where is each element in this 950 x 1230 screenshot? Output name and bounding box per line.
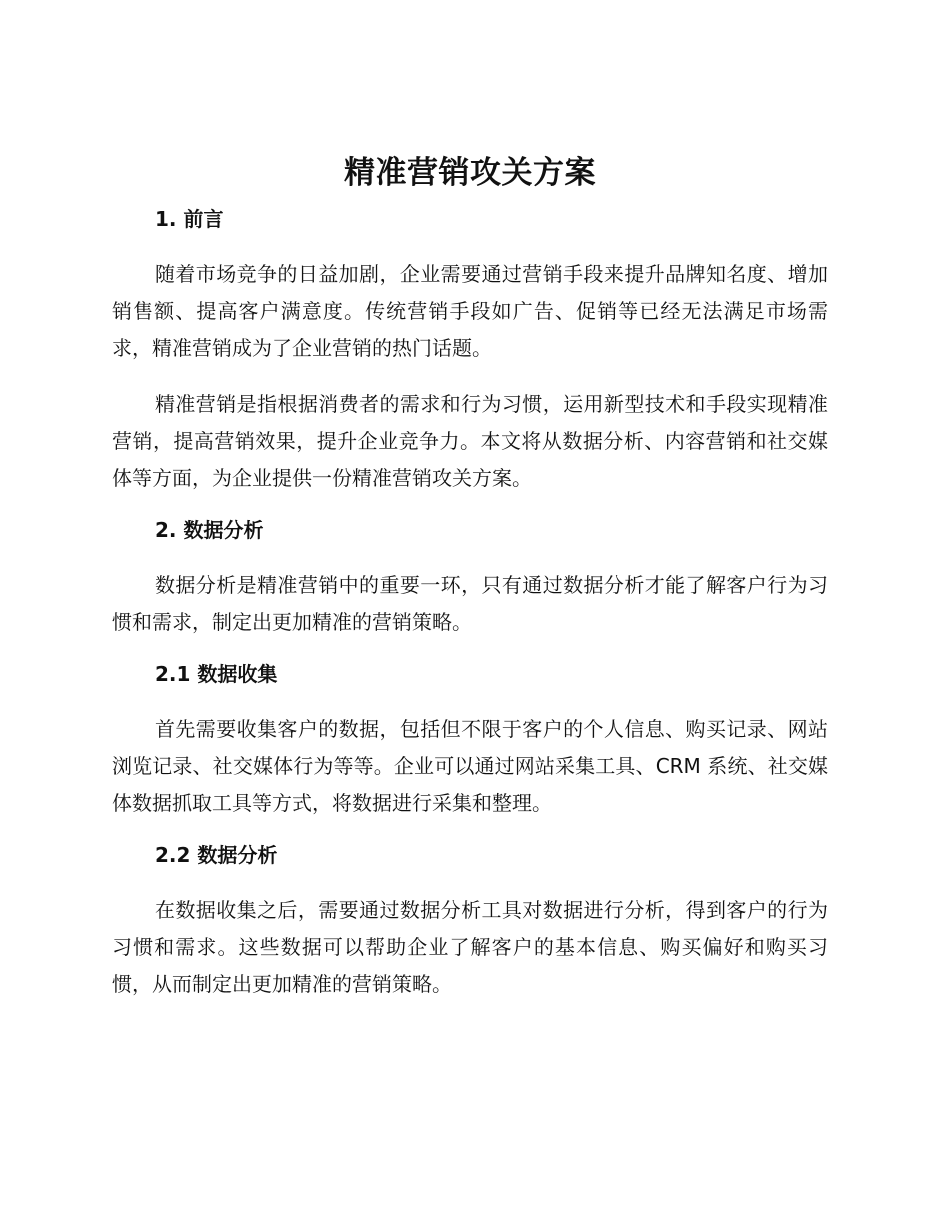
paragraph-introduction-1: 随着市场竞争的日益加剧，企业需要通过营销手段来提升品牌知名度、增加销售额、提高客户满意度。传统营销手段如广告、促销等已经无法满足市场需求，精准营销成为了企业营销的热门话题。 — [112, 262, 828, 360]
paragraph-data-analysis: 数据分析是精准营销中的重要一环，只有通过数据分析才能了解客户行为习惯和需求，制定出更加精准的营销策略。 — [112, 573, 828, 634]
section-heading-data-analysis-detail: 2.2 数据分析 — [155, 843, 278, 867]
section-heading-introduction: 1. 前言 — [155, 207, 224, 231]
paragraph-data-collection: 首先需要收集客户的数据，包括但不限于客户的个人信息、购买记录、网站浏览记录、社交媒体行为等等。企业可以通过网站采集工具、CRM 系统、社交媒体数据抓取工具等方式，将数据进行采集和整理。 — [112, 717, 828, 815]
paragraph-data-analysis-detail: 在数据收集之后，需要通过数据分析工具对数据进行分析，得到客户的行为习惯和需求。这些数据可以帮助企业了解客户的基本信息、购买偏好和购买习惯，从而制定出更加精准的营销策略。 — [112, 898, 828, 996]
section-heading-data-analysis: 2. 数据分析 — [155, 518, 264, 542]
section-heading-data-collection: 2.1 数据收集 — [155, 662, 278, 686]
document-title: 精准营销攻关方案 — [344, 155, 596, 191]
paragraph-introduction-2: 精准营销是指根据消费者的需求和行为习惯，运用新型技术和手段实现精准营销，提高营销效果，提升企业竞争力。本文将从数据分析、内容营销和社交媒体等方面，为企业提供一份精准营销攻关方案。 — [112, 392, 828, 490]
